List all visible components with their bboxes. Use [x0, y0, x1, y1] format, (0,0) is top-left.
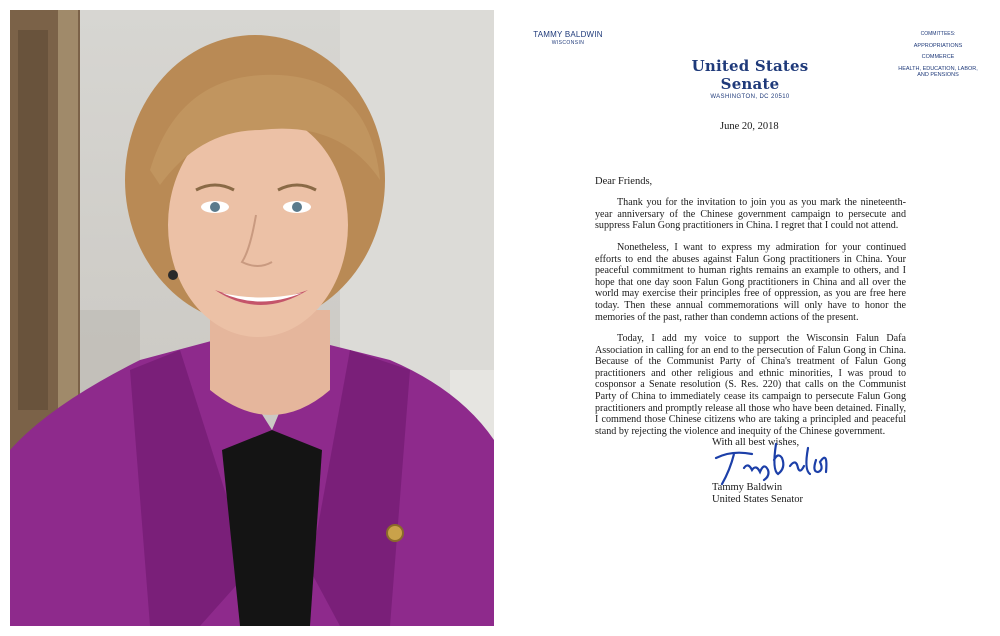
portrait-illustration — [10, 10, 494, 626]
salutation: Dear Friends, — [595, 176, 653, 187]
letter-paragraph: Today, I add my voice to support the Wisconsin Falun Dafa Association in calling for an end to the persecution of Falun Gong in China. Because of the Communist Party of China's treatment of Falun Gong practitioners and other religious and ethnic minorities, I was proud to cosponsor a Senate resolution (S. Res. 220) that calls on the Communist Party of China to immediately cease its campaign to persecute Falun Gong practitioners and promptly release all those who have been detained. Finally, I commend those Chinese citizens who are taking a principled and peaceful stand by rejecting the violence and inequity of the Chinese government. — [595, 333, 906, 437]
handwritten-signature — [712, 440, 832, 486]
signer-title: United States Senator — [712, 494, 803, 505]
portrait-photo — [10, 10, 494, 626]
committee-item: HEALTH, EDUCATION, LABOR, AND PENSIONS — [898, 65, 978, 78]
letterhead-title — [670, 57, 830, 100]
senator-name: TAMMY BALDWIN — [533, 30, 603, 39]
black-top — [222, 430, 322, 626]
letter-paragraph: Thank you for the invitation to join you as you mark the nineteenth-year anniversary of the Chinese government campaign to persecute and suppress Falun Gong practitioners in China. I regret that I could not attend. — [595, 197, 906, 232]
senate-address: WASHINGTON, DC 20510 — [710, 94, 790, 100]
committee-list — [896, 31, 980, 84]
letter-paragraph: Nonetheless, I want to express my admiration for your continued efforts to end the abuses against Falun Gong practitioners in China. Your peaceful commitment to human rights remains an example to others, and I hope that one day soon Falun Gong practitioners in China and all over the world may exercise their principles free of oppression, as you are free here today. Then these annual commemorations will only have to honor the memories of the past, rather than condemn actions of the present. — [595, 242, 906, 323]
senate-wordmark: United States Senate — [691, 57, 809, 93]
letter-date: June 20, 2018 — [720, 121, 779, 132]
signer-name: Tammy Baldwin — [712, 482, 783, 493]
committee-item: APPROPRIATIONS — [913, 42, 963, 49]
committee-item: COMMERCE — [921, 54, 955, 60]
closing-line: With all best wishes, — [712, 437, 800, 448]
lapel-pin — [387, 525, 403, 541]
senate-letter — [500, 0, 1000, 636]
senator-state: WISCONSIN — [551, 40, 585, 46]
letterhead-sender — [528, 30, 608, 46]
committees-label: COMMITTEES: — [920, 31, 956, 37]
